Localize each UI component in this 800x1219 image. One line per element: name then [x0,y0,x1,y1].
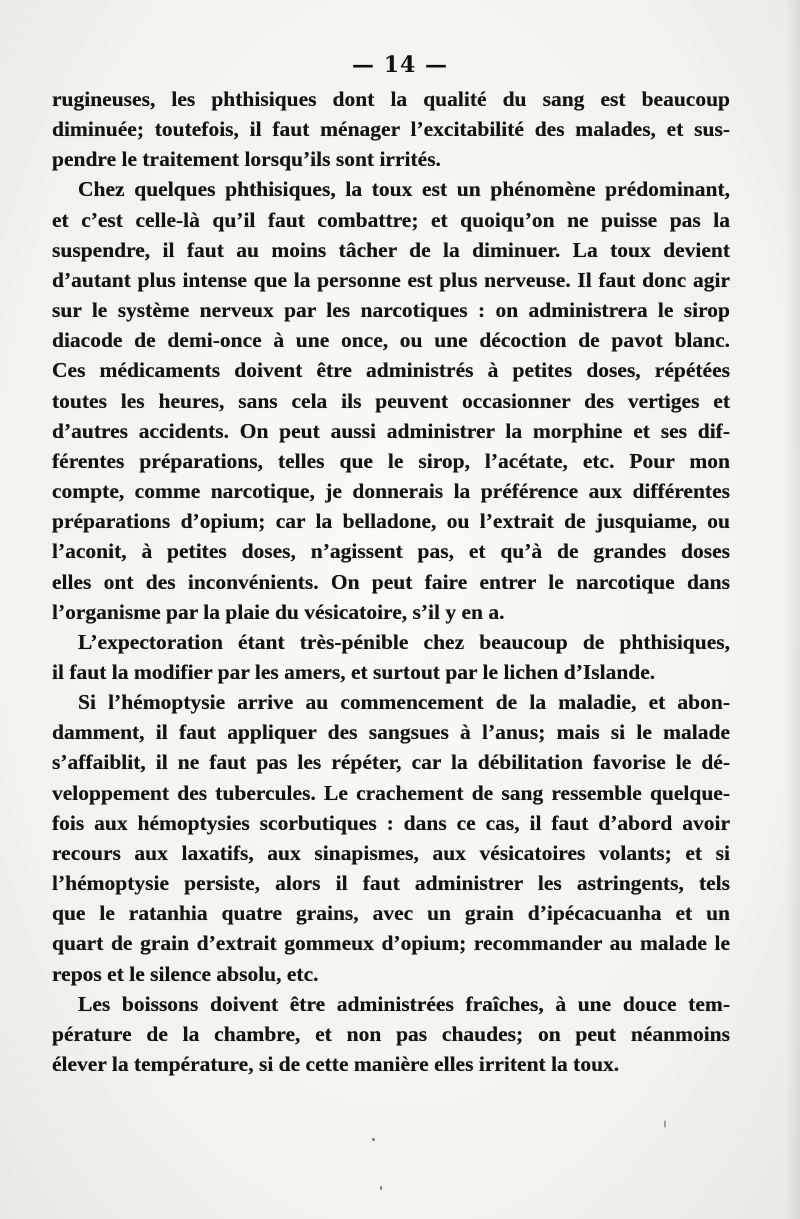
text-line: élever la température, si de cette manière elles irritent la toux. [52,1052,620,1076]
paper-speck [380,1186,382,1190]
text-line: et c’est celle-là qu’il faut combattre; et quoiqu’on ne puisse pas la [52,207,730,232]
text-line: compte, comme narcotique, je donnerais la préférence aux différentes [52,479,730,504]
text-line: diacode de demi-once à une once, ou une décoction de pavot blanc. [52,328,730,353]
text-line: pérature de la chambre, et non pas chaudes; on peut néanmoins [52,1021,730,1046]
text-line: recours aux laxatifs, aux sinapismes, aux vésicatoires volants; et si [52,840,730,865]
text-line: d’autant plus intense que la personne est plus nerveuse. Il faut donc agir [52,267,730,292]
text-line: repos et le silence absolu, etc. [52,961,319,986]
text-line: l’aconit, à petites doses, n’agissent pas, et qu’à de grandes doses [52,539,730,564]
text-line: fois aux hémoptysies scorbutiques : dans ce cas, il faut d’abord avoir [52,810,730,835]
page-number: — 14 — [352,52,448,78]
text-line: d’autres accidents. On peut aussi administrer la morphine et ses dif- [52,418,730,443]
text-line: l’hémoptysie persiste, alors il faut administrer les astringents, tels [52,871,730,896]
text-line: que le ratanhia quatre grains, avec un grain d’ipécacuanha et un [52,901,730,926]
paper-speck [664,1120,666,1128]
text-line: l’organisme par la plaie du vésicatoire, s’il y en a. [52,599,505,624]
text-line: Les boissons doivent être administrées fraîches, à une douce tem- [78,991,730,1016]
text-line: sur le système nerveux par les narcotiques : on administrera le sirop [52,298,730,323]
text-line: suspendre, il faut au moins tâcher de la diminuer. La toux devient [52,237,730,262]
text-line: Chez quelques phthisiques, la toux est un phénomène prédominant, [78,177,730,202]
paragraph [52,989,730,1079]
text-line: elles ont des inconvénients. On peut faire entrer le narcotique dans [52,569,730,594]
paragraph [52,84,730,174]
text-line: L’expectoration étant très-pénible chez beaucoup de phthisiques, [78,629,730,654]
text-line: rugineuses, les phthisiques dont la qualité du sang est beaucoup [52,87,730,111]
text-line: s’affaiblit, il ne faut pas les répéter, car la débilitation favorise le dé- [52,750,730,775]
text-line: il faut la modifier par les amers, et surtout par le lichen d’Islande. [52,659,656,684]
body-text [52,84,730,1079]
text-line: Si l’hémoptysie arrive au commencement de la maladie, et abon- [78,690,730,715]
page-edge-shadow [786,0,800,1219]
text-line: quart de grain d’extrait gommeux d’opium; recommander au malade le [52,931,730,956]
text-line: préparations d’opium; car la belladone, ou l’extrait de jusquiame, ou [52,509,730,534]
text-line: férentes préparations, telles que le sirop, l’acétate, etc. Pour mon [52,448,730,473]
paragraph [52,174,730,626]
paragraph [52,687,730,989]
text-line: veloppement des tubercules. Le crachement de sang ressemble quelque- [52,780,730,805]
text-line: toutes les heures, sans cela ils peuvent occasionner des vertiges et [52,388,730,413]
paragraph [52,627,730,687]
text-line: Ces médicaments doivent être administrés à petites doses, répétées [52,358,730,383]
text-line: pendre le traitement lorsqu’ils sont irrités. [52,147,441,172]
paper-speck [372,1138,375,1141]
text-line: diminuée; toutefois, il faut ménager l’excitabilité des malades, et sus- [52,117,730,142]
text-line: damment, il faut appliquer des sangsues à l’anus; mais si le malade [52,720,730,745]
